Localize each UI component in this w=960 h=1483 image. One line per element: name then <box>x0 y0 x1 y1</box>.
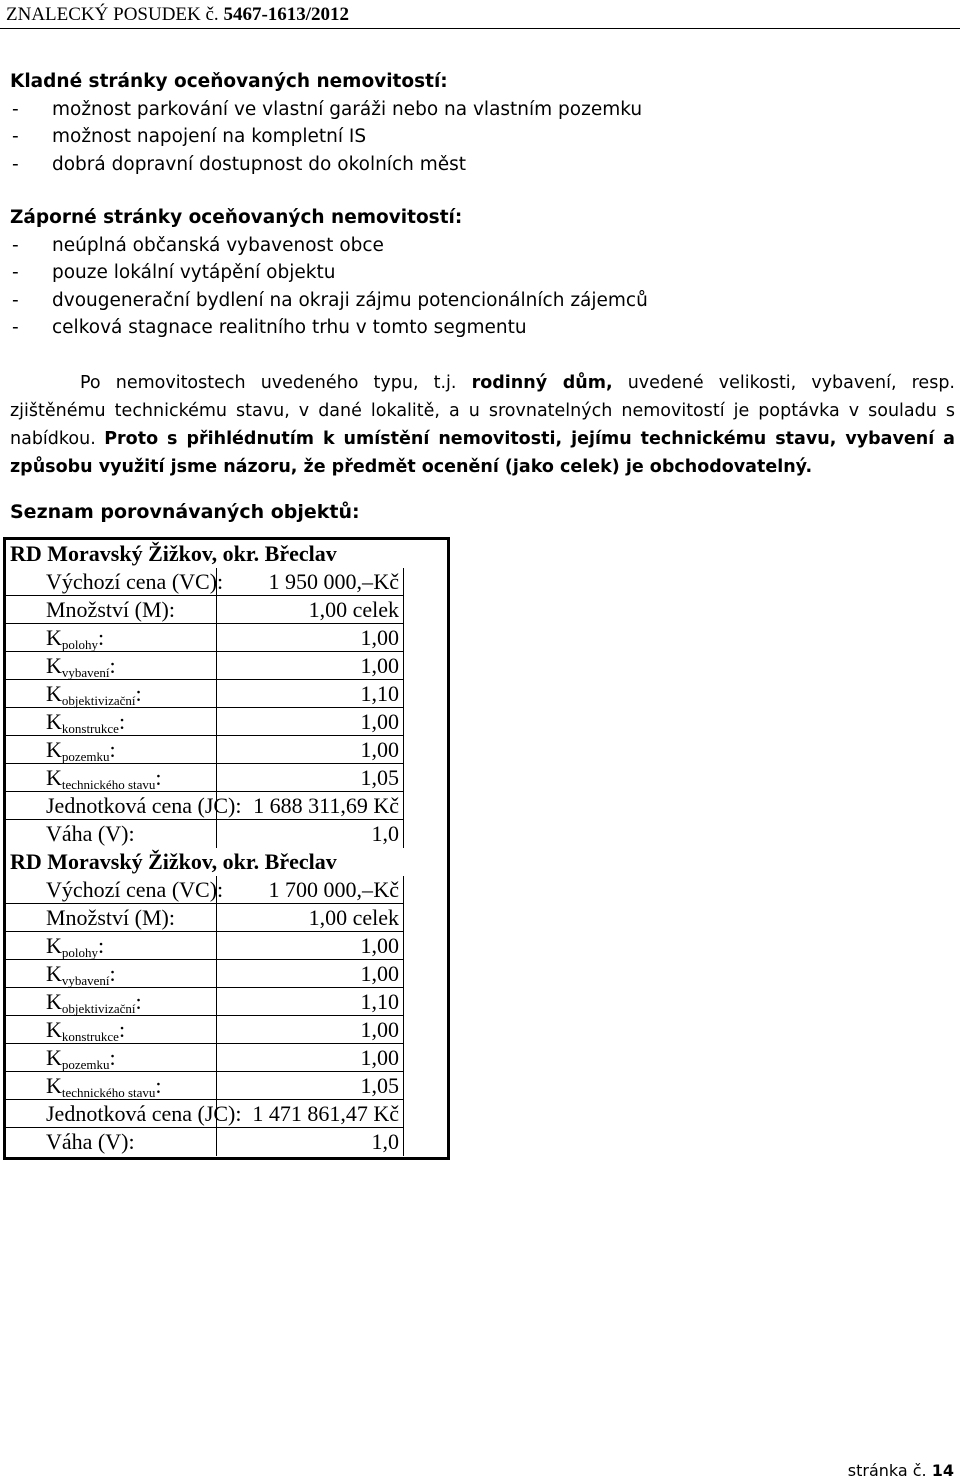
table-row: $K_{technického stavu}$: 1,05 <box>6 1072 447 1100</box>
list-item: - celková stagnace realitního trhu v tomto segmentu <box>12 317 527 338</box>
table-row: $K_{vybavení}$: 1,00 <box>6 652 447 680</box>
page-footer <box>848 1461 954 1480</box>
compared-objects-heading: Seznam porovnávaných objektů: <box>10 501 360 523</box>
header-divider <box>0 28 960 29</box>
table-row: $K_{polohy}$: 1,00 <box>6 624 447 652</box>
object-title: RD Moravský Žižkov, okr. Břeclav <box>10 541 337 566</box>
table-row: $K_{objektivizační}$: 1,10 <box>6 680 447 708</box>
page-label: stránka č. <box>847 1461 927 1480</box>
table-row: $K_{pozemku}$: 1,00 <box>6 1044 447 1072</box>
table-row: $K_{polohy}$: 1,00 <box>6 932 447 960</box>
document-label: ZNALECKÝ POSUDEK č. <box>6 4 219 25</box>
table-row: Jednotková cena (JC): 1 688 311,69 Kč <box>6 792 447 820</box>
negatives-title: Záporné stránky oceňovaných nemovitostí: <box>10 207 463 228</box>
table-row: Množství (M): 1,00 celek <box>6 596 447 624</box>
table-row: Váha (V): 1,0 <box>6 820 447 848</box>
table-row: Výchozí cena (VC): 1 950 000,–Kč <box>6 568 447 596</box>
page-number: 14 <box>931 1461 954 1480</box>
table-row: $K_{vybavení}$: 1,00 <box>6 960 447 988</box>
positives-section <box>10 68 955 178</box>
table-row: Výchozí cena (VC): 1 700 000,–Kč <box>6 876 447 904</box>
page-header <box>0 0 960 30</box>
negatives-section <box>10 204 955 342</box>
table-row: $K_{konstrukce}$: 1,00 <box>6 708 447 736</box>
list-item: - pouze lokální vytápění objektu <box>12 262 336 283</box>
document-title <box>6 4 349 26</box>
table-row: Váha (V): 1,0 <box>6 1128 447 1156</box>
marketability-paragraph: Po nemovitostech uvedeného typu, t.j. rodinný dům, uvedené velikosti, vybavení, resp. zjištěnému technickému stavu, v dané lokalitě, a u srovnatelných nemovitostí je poptávka v souladu s nabídkou. Proto s přihlédnutím k umístění nemovitosti, jejímu technickému stavu, vybavení a způsobu využití jsme názoru, že předmět ocenění (jako celek) je obchodovatelný. <box>10 373 955 477</box>
table-row: Množství (M): 1,00 celek <box>6 904 447 932</box>
table-row: $K_{pozemku}$: 1,00 <box>6 736 447 764</box>
positives-title: Kladné stránky oceňovaných nemovitostí: <box>10 71 448 92</box>
table-row: $K_{technického stavu}$: 1,05 <box>6 764 447 792</box>
table-row: $K_{objektivizační}$: 1,10 <box>6 988 447 1016</box>
list-item: - možnost parkování ve vlastní garáži nebo na vlastním pozemku <box>12 98 643 120</box>
list-item: - dvougenerační bydlení na okraji zájmu potencionálních zájemců <box>12 289 648 311</box>
object-title: RD Moravský Žižkov, okr. Břeclav <box>10 849 337 874</box>
list-item: - možnost napojení na kompletní IS <box>12 126 367 147</box>
list-item: - neúplná občanská vybavenost obce <box>12 234 384 256</box>
table-row: Jednotková cena (JC): 1 471 861,47 Kč <box>6 1100 447 1128</box>
table-row: $K_{konstrukce}$: 1,00 <box>6 1016 447 1044</box>
comparison-table <box>3 537 450 1160</box>
list-item: - dobrá dopravní dostupnost do okolních měst <box>12 153 467 175</box>
document-number: 5467-1613/2012 <box>223 4 350 25</box>
